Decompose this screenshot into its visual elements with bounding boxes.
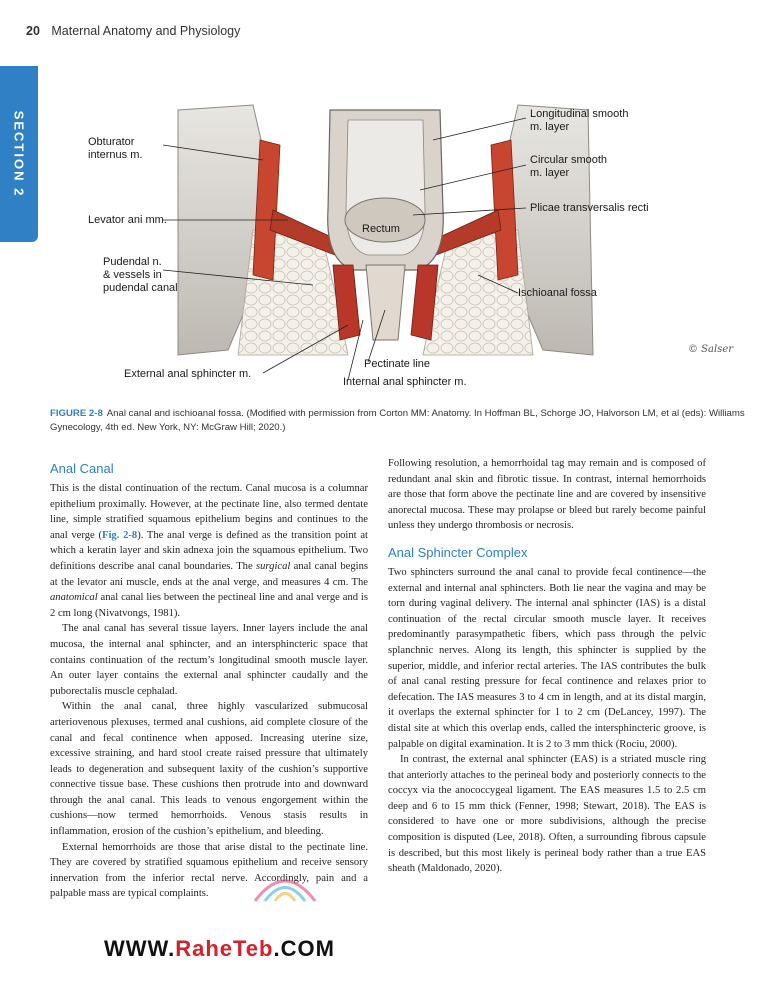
label-levator: Levator ani mm. [88,214,167,226]
artist-signature: © Salser [688,344,734,355]
label-plicae: Plicae transversalis recti [530,202,649,214]
caption-text: Anal canal and ischioanal fossa. (Modified with permission from Corton MM: Anatomy. In Hoffman BL, Schorge JO, Halvorson LM, et al (eds): Williams Gynecology, 4th ed. New York, NY: McGraw Hill; 2020.) [50,408,745,433]
anatomy-figure [48,90,768,395]
paragraph: Two sphincters surround the anal canal to provide fecal continence—the external and internal anal sphincters. Both lie near the vagina and may be torn during vaginal delivery. The internal anal sphincter (IAS) is a distal continuation of the rectal circular smooth muscle layer. It receives predominantly parasympathetic fibers, which pass through the pelvic splanchnic nerves. Along its length, this sphincter is supplied by the superior, middle, and inferior rectal arteries. The IAS contributes the bulk of anal canal resting pressure for fecal continence and relaxes prior to defecation. The IAS measures 3 to 4 cm in length, and at its distal margin, it overlaps the external sphincter for 1 to 2 cm (DeLancey, 1997). The distal site at which this overlap ends, called the intersphincteric groove, is palpable on digital examination. It is 2 to 3 mm thick (Rociu, 2000). [388,566,706,750]
paragraph: Following resolution, a hemorrhoidal tag may remain and is composed of redundant anal skin and fibrotic tissue. In contrast, internal hemorrhoids are those that form above the pectinate line and are covered by insensitive anorectal mucosa. These may prolapse or bleed but rarely become painful unless they undergo thrombosis or necrosis. [388,458,706,532]
anal-canal [366,265,405,340]
right-column [388,456,706,877]
page-number: 20 [26,24,40,38]
heading-anal-canal: Anal Canal [50,461,114,476]
label-rectum: Rectum [362,223,400,235]
figure-reference-link[interactable]: Fig. 2-8 [101,529,138,541]
label-longitudinal: Longitudinal smooth m. layer [530,108,629,133]
label-pudendal: Pudendal n. & vessels in pudendal canal [103,256,178,294]
section-tab-label: SECTION 2 [11,110,27,198]
label-circular: Circular smooth m. layer [530,154,608,179]
section-tab [0,66,38,242]
left-column [50,456,368,902]
paragraph: The anal canal has several tissue layers. Inner layers include the anal mucosa, the internal anal sphincter, and an intersphincteric space that contains continuation of the rectum’s longitudinal smooth muscle layer. An outer layer contains the external anal sphincter caudally and the puborectalis muscle cephalad. [50,623,368,697]
figure-caption [50,407,750,435]
label-internal-sphincter: Internal anal sphincter m. [343,376,467,388]
paragraph: Within the anal canal, three highly vascularized submucosal arteriovenous plexuses, termed anal cushions, aid complete closure of the canal and fecal continence when apposed. Increasing uterine size, excessive straining, and hard stool create raised pressure that ultimately leads to degeneration and subsequent laxity of the cushion’s supportive connective tissue base. These cushions then protrude into and downward through the anal canal. This leads to venous engorgement within the cushions—now termed hemorrhoids. Venous stasis results in inflammation, erosion of the cushion’s epithelium, and bleeding. [50,701,368,838]
paragraph: External hemorrhoids are those that arise distal to the pectinate line. They are covered by stratified squamous epithelium and receive sensory innervation from the inferior rectal nerve. Accordingly, pain and a palpable mass are typical complaints. [50,841,368,900]
label-external-sphincter: External anal sphincter m. [124,368,252,380]
figure-number: FIGURE 2-8 [50,408,103,419]
watermark-logo-icon [250,866,320,906]
watermark: WWW.RaheTeb.COM [104,936,335,961]
label-pectinate: Pectinate line [364,358,431,370]
anal-canal-illustration [48,90,768,395]
paragraph: This is the distal continuation of the rectum. Canal mucosa is a columnar epithelium proximally. However, at the pectinate line, also termed dentate line, simple stratified squamous epithelium begins and continues to the anal verge (Fig. 2-8). The anal verge is defined as the transition point at which a keratin layer and skin adnexa join the squamous epithelium. Two definitions describe anal canal boundaries. The surgical anal canal begins at the levator ani muscle, ends at the anal verge, and measures 4 cm. The anatomical anal canal lies between the pectineal line and anal verge and is 2 cm long (Nivatvongs, 1981). [50,483,368,619]
heading-anal-sphincter-complex: Anal Sphincter Complex [388,544,528,560]
label-ischioanal: Ischioanal fossa [518,287,597,299]
running-header [26,24,240,44]
label-obturator: Obturator internus m. [88,136,143,161]
paragraph: In contrast, the external anal sphincter (EAS) is a striated muscle ring that anteriorly attaches to the perineal body and posteriorly connects to the coccyx via the anococcygeal ligament. The EAS measures 1.5 to 2.5 cm deep and 6 to 15 mm thick (Fenner, 1998; Stewart, 2018). The EAS is considered to have one or more subdivisions, although the precise composition is disputed (Lee, 2018). Often, a surrounding fibrous capsule is described, but this most likely is perineal body rather than a true EAS sheath (Maldonado, 2020). [388,754,706,875]
running-title: Maternal Anatomy and Physiology [51,24,241,38]
